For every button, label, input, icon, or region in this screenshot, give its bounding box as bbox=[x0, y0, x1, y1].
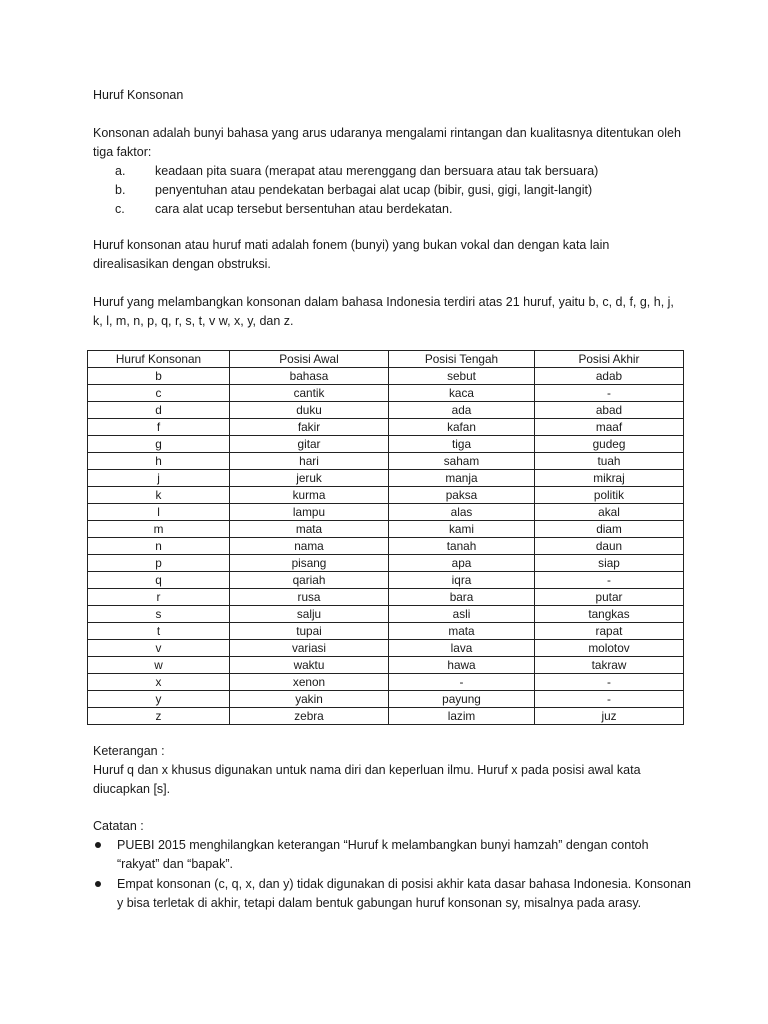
table-cell: siap bbox=[535, 555, 684, 572]
table-cell: mata bbox=[230, 521, 389, 538]
table-cell: hawa bbox=[389, 657, 535, 674]
table-row bbox=[88, 623, 684, 640]
table-row bbox=[88, 402, 684, 419]
table-cell: kafan bbox=[389, 419, 535, 436]
table-cell: ada bbox=[389, 402, 535, 419]
table-cell: xenon bbox=[230, 674, 389, 691]
table-cell: s bbox=[88, 606, 230, 623]
table-row bbox=[88, 640, 684, 657]
table-cell: salju bbox=[230, 606, 389, 623]
table-cell: rapat bbox=[535, 623, 684, 640]
column-header: Posisi Tengah bbox=[389, 351, 535, 368]
bullet-icon bbox=[95, 881, 101, 887]
table-cell: y bbox=[88, 691, 230, 708]
list-item-text: cara alat ucap tersebut bersentuhan atau berdekatan. bbox=[155, 202, 453, 216]
column-header: Huruf Konsonan bbox=[88, 351, 230, 368]
table-row bbox=[88, 674, 684, 691]
table-cell: akal bbox=[535, 504, 684, 521]
paragraph-21-huruf: Huruf yang melambangkan konsonan dalam bahasa Indonesia terdiri atas 21 huruf, yaitu b, c, d, f, g, h, j, k, l, m, n, p, q, r, s, t, v w, x, y, dan z. bbox=[93, 295, 674, 328]
table-cell: lava bbox=[389, 640, 535, 657]
table-row bbox=[88, 589, 684, 606]
table-cell: jeruk bbox=[230, 470, 389, 487]
table-row bbox=[88, 368, 684, 385]
table-cell: nama bbox=[230, 538, 389, 555]
catatan-title: Catatan : bbox=[93, 819, 144, 833]
list-item bbox=[93, 875, 693, 913]
table-row bbox=[88, 606, 684, 623]
table-cell: gitar bbox=[230, 436, 389, 453]
table-row bbox=[88, 708, 684, 725]
table-header-row bbox=[88, 351, 684, 368]
list-item bbox=[93, 836, 693, 874]
table-row bbox=[88, 538, 684, 555]
table-cell: l bbox=[88, 504, 230, 521]
table-cell: politik bbox=[535, 487, 684, 504]
column-header: Posisi Awal bbox=[230, 351, 389, 368]
list-item-text: penyentuhan atau pendekatan berbagai alat ucap (bibir, gusi, gigi, langit-langit) bbox=[155, 183, 593, 197]
table-cell: - bbox=[535, 385, 684, 402]
table-cell: hari bbox=[230, 453, 389, 470]
table-cell: z bbox=[88, 708, 230, 725]
table-row bbox=[88, 657, 684, 674]
table-cell: waktu bbox=[230, 657, 389, 674]
list-item-text: PUEBI 2015 menghilangkan keterangan “Huruf k melambangkan bunyi hamzah” dengan contoh “rakyat” dan “bapak”. bbox=[117, 838, 649, 871]
table-cell: variasi bbox=[230, 640, 389, 657]
keterangan-text: Huruf q dan x khusus digunakan untuk nama diri dan keperluan ilmu. Huruf x pada posisi awal kata diucapkan [s]. bbox=[93, 763, 641, 796]
table-cell: abad bbox=[535, 402, 684, 419]
table-cell: tupai bbox=[230, 623, 389, 640]
table-cell: tanah bbox=[389, 538, 535, 555]
table-cell: f bbox=[88, 419, 230, 436]
table-cell: mikraj bbox=[535, 470, 684, 487]
catatan-list bbox=[93, 836, 693, 914]
table-cell: n bbox=[88, 538, 230, 555]
table-cell: gudeg bbox=[535, 436, 684, 453]
keterangan-title: Keterangan : bbox=[93, 744, 165, 758]
table-cell: m bbox=[88, 521, 230, 538]
table-cell: mata bbox=[389, 623, 535, 640]
paragraph-definition: Konsonan adalah bunyi bahasa yang arus udaranya mengalami rintangan dan kualitasnya ditentukan oleh tiga faktor: bbox=[93, 126, 681, 159]
table-cell: iqra bbox=[389, 572, 535, 589]
table-cell: molotov bbox=[535, 640, 684, 657]
list-item bbox=[93, 181, 693, 200]
table-row bbox=[88, 691, 684, 708]
table-row bbox=[88, 504, 684, 521]
list-marker: a. bbox=[115, 164, 126, 178]
table-cell: g bbox=[88, 436, 230, 453]
table-cell: zebra bbox=[230, 708, 389, 725]
document-title: Huruf Konsonan bbox=[93, 88, 184, 102]
table-cell: manja bbox=[389, 470, 535, 487]
table-cell: bara bbox=[389, 589, 535, 606]
table-body bbox=[88, 368, 684, 725]
table-cell: paksa bbox=[389, 487, 535, 504]
table-cell: h bbox=[88, 453, 230, 470]
list-item-text: Empat konsonan (c, q, x, dan y) tidak digunakan di posisi akhir kata dasar bahasa Indonesia. Konsonan y bisa terletak di akhir, tetapi dalam bentuk gabungan huruf konsonan sy, misalnya pada arasy. bbox=[117, 877, 691, 910]
table-cell: j bbox=[88, 470, 230, 487]
table-cell: tuah bbox=[535, 453, 684, 470]
table-cell: - bbox=[535, 691, 684, 708]
table-cell: - bbox=[535, 572, 684, 589]
table-row bbox=[88, 555, 684, 572]
list-item bbox=[93, 200, 693, 219]
list-item-text: keadaan pita suara (merapat atau merenggang dan bersuara atau tak bersuara) bbox=[155, 164, 599, 178]
table-cell: tiga bbox=[389, 436, 535, 453]
consonant-table bbox=[87, 350, 684, 725]
table-row bbox=[88, 470, 684, 487]
table-cell: x bbox=[88, 674, 230, 691]
table-cell: fakir bbox=[230, 419, 389, 436]
table-cell: v bbox=[88, 640, 230, 657]
table-cell: maaf bbox=[535, 419, 684, 436]
table-cell: payung bbox=[389, 691, 535, 708]
table-row bbox=[88, 453, 684, 470]
table-cell: putar bbox=[535, 589, 684, 606]
table-cell: juz bbox=[535, 708, 684, 725]
table-cell: k bbox=[88, 487, 230, 504]
column-header: Posisi Akhir bbox=[535, 351, 684, 368]
table-cell: b bbox=[88, 368, 230, 385]
table-cell: rusa bbox=[230, 589, 389, 606]
list-marker: b. bbox=[115, 183, 126, 197]
table-row bbox=[88, 521, 684, 538]
table-cell: yakin bbox=[230, 691, 389, 708]
table-cell: lampu bbox=[230, 504, 389, 521]
keterangan-section bbox=[93, 742, 693, 799]
list-item bbox=[93, 162, 693, 181]
list-marker: c. bbox=[115, 202, 125, 216]
table-cell: t bbox=[88, 623, 230, 640]
table-row bbox=[88, 487, 684, 504]
table-cell: duku bbox=[230, 402, 389, 419]
table-cell: cantik bbox=[230, 385, 389, 402]
table-cell: qariah bbox=[230, 572, 389, 589]
table-cell: kurma bbox=[230, 487, 389, 504]
table-cell: pisang bbox=[230, 555, 389, 572]
table-row bbox=[88, 419, 684, 436]
table-cell: apa bbox=[389, 555, 535, 572]
paragraph-huruf-mati: Huruf konsonan atau huruf mati adalah fonem (bunyi) yang bukan vokal dan dengan kata lain direalisasikan dengan obstruksi. bbox=[93, 238, 610, 271]
table-cell: w bbox=[88, 657, 230, 674]
table-cell: sebut bbox=[389, 368, 535, 385]
table-cell: p bbox=[88, 555, 230, 572]
table-cell: daun bbox=[535, 538, 684, 555]
table-cell: kami bbox=[389, 521, 535, 538]
table-cell: alas bbox=[389, 504, 535, 521]
table-cell: diam bbox=[535, 521, 684, 538]
table-cell: asli bbox=[389, 606, 535, 623]
table-cell: - bbox=[535, 674, 684, 691]
table-row bbox=[88, 385, 684, 402]
table-cell: tangkas bbox=[535, 606, 684, 623]
table-cell: r bbox=[88, 589, 230, 606]
table-cell: takraw bbox=[535, 657, 684, 674]
table-cell: d bbox=[88, 402, 230, 419]
table-row bbox=[88, 436, 684, 453]
table-cell: adab bbox=[535, 368, 684, 385]
table-cell: bahasa bbox=[230, 368, 389, 385]
bullet-icon bbox=[95, 842, 101, 848]
table-cell: kaca bbox=[389, 385, 535, 402]
table-cell: q bbox=[88, 572, 230, 589]
factor-list bbox=[93, 162, 693, 219]
table-cell: saham bbox=[389, 453, 535, 470]
table-row bbox=[88, 572, 684, 589]
table-cell: - bbox=[389, 674, 535, 691]
table-cell: lazim bbox=[389, 708, 535, 725]
table-cell: c bbox=[88, 385, 230, 402]
